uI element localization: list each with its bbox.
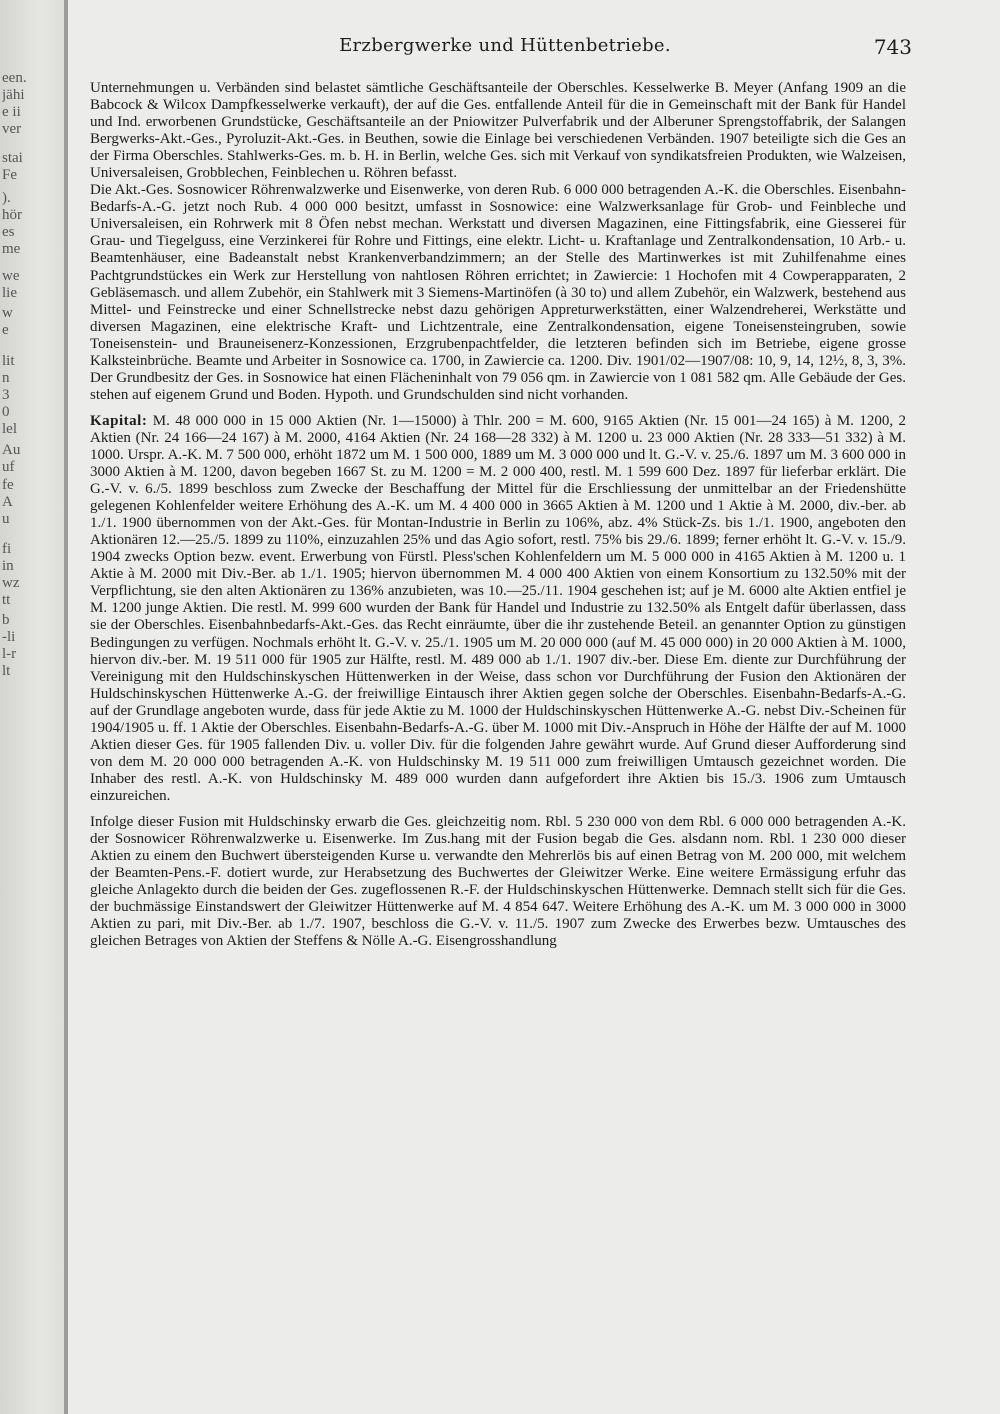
gutter-fragment: ).	[2, 190, 11, 206]
paragraph	[90, 80, 906, 182]
gutter-fragment: e ii	[2, 104, 21, 120]
paragraph	[90, 182, 906, 404]
body-text	[90, 80, 906, 950]
binding-fold	[64, 0, 68, 1414]
gutter-fragment: tt	[2, 592, 11, 608]
paragraph	[90, 814, 906, 950]
gutter-fragment: hör	[2, 207, 22, 223]
gutter-fragment: fe	[2, 477, 14, 493]
gutter-fragment: b	[2, 612, 10, 628]
gutter-fragment: u	[2, 511, 10, 527]
gutter-fragment: 3	[2, 387, 10, 403]
gutter-fragment: Fe	[2, 167, 17, 183]
gutter-fragment: een.	[2, 70, 27, 86]
gutter-fragment: Au	[2, 442, 21, 458]
previous-page-gutter	[0, 0, 68, 1414]
paragraph-text: M. 48 000 000 in 15 000 Aktien (Nr. 1—15000) à Thlr. 200 = M. 600, 9165 Aktien (Nr. 15 001—24 165) à M. 1200, 2 Aktien (Nr. 24 166—24 167) à M. 2000, 4164 Aktien (Nr. 24 168—28 332) à M. 1200 u. 23 000 Aktien (Nr. 28 333—51 332) à M. 1000. Urspr. A.-K. M. 7 500 000, erhöht 1872 um M. 1 500 000, 1889 um M. 3 000 000 und lt. G.-V. v. 25./6. 1897 um M. 3 600 000 in 3000 Aktien à M. 1200, davon begeben 1667 St. zu M. 1200 = M. 2 000 400, restl. M. 1 599 600 Dez. 1897 für lieferbar erklärt. Die G.-V. v. 6./5. 1899 beschloss zum Zwecke der Beschaffung der Mittel für die Erschliessung der unmittelbar an der Friedenshütte gelegenen Kohlenfelder weitere Erhöhung des A.-K. um M. 4 400 000 in 3665 Aktien à M. 1200 und 1 Aktie à M. 2000, div.-ber. ab 1./1. 1900 übernommen von der Akt.-Ges. für Montan-Industrie in Berlin zu 106%, abz. 4% Stück-Zs. bis 1./1. 1900, angeboten den Aktionären 12.—25./5. 1899 zu 110%, einzuzahlen 25% und das Agio sofort, restl. 75% bis 29./6. 1899; ferner erhöht lt. G.-V. v. 15./9. 1904 zwecks Option bezw. event. Erwerbung von Fürstl. Pless'schen Kohlenfeldern um M. 5 000 000 in 4165 Aktien à M. 1200 u. 1 Aktie à M. 2000 mit Div.-Ber. ab 1./1. 1905; hiervon übernommen M. 4 000 400 Aktien von einem Konsortium zu 132.50% mit der Verpflichtung, sie den alten Aktionären zu 136% anzubieten, was 10.—25./11. 1904 geschehen ist; auf je M. 6000 alte Aktien entfiel je M. 1200 junge Aktien. Die restl. M. 999 600 wurden der Bank für Handel und Industrie zu 132.50% als Entgelt dafür überlassen, dass sie der Oberschles. Eisenbahnbedarfs-Akt.-Ges. das Recht einräumte, über die ihr zustehende Beteil. an genannter Option zu günstigen Bedingungen zu verfügen. Nochmals erhöht lt. G.-V. v. 25./1. 1905 um M. 20 000 000 (auf M. 45 000 000) in 20 000 Aktien à M. 1000, hiervon div.-ber. M. 19 511 000 für 1905 zur Hälfte, restl. M. 489 000 ab 1./1. 1907 div.-ber. Diese Em. diente zur Durchführung der Vereinigung mit den Huldschinskyschen Hüttenwerken in der Weise, dass schon vor Durchführung der Fusion den Aktionären der Huldschinskyschen Hüttenwerke A.-G. der freiwillige Eintausch ihrer Aktien gegen solche der Oberschles. Eisenbahn-Bedarfs-A.-G. auf der Grundlage angeboten wurde, dass für jede Aktie zu M. 1000 der Huldschinskyschen Hüttenwerke A.-G. nebst Div.-Scheinen für 1904/1905 u. ff. 1 Aktie der Oberschles. Eisenbahn-Bedarfs-A.-G. über M. 1000 mit Div.-Anspruch in Höhe der Hälfte der auf M. 1000 Aktien dieser Ges. für 1905 fallenden Div. u. voller Div. für die folgenden Jahre gewährt wurde. Auf Grund dieser Aufforderung sind von dem M. 20 000 000 betragenden A.-K. von Huldschinsky M. 19 511 000 zum freiwilligen Umtausch gezeichnet worden. Die Inhaber des restl. A.-K. von Huldschinsky M. 489 000 wurden dann aufgefordert ihre Aktien bis 15./3. 1906 zum Umtausch einzureichen.	[90, 412, 906, 804]
gutter-fragment: uf	[2, 459, 15, 475]
page-header	[90, 35, 920, 61]
gutter-fragment: in	[2, 558, 14, 574]
gutter-fragment: lt	[2, 663, 11, 679]
gutter-fragment: 0	[2, 404, 10, 420]
paragraph-text: Die Akt.-Ges. Sosnowicer Röhrenwalzwerke und Eisenwerke, von deren Rub. 6 000 000 betragenden A.-K. die Oberschles. Eisenbahn-Bedarfs-A.-G. jetzt noch Rub. 4 000 000 besitzt, umfasst in Sosnowice: eine Walzwerksanlage für Grob- und Feinbleche und Universaleisen, ein Rohrwerk mit 8 Öfen nebst mechan. Werkstatt und diversen Magazinen, eine Fittingsfabrik, eine Giesserei für Grau- und Tiegelguss, eine Verzinkerei für Rohre und Fittings, eine elektr. Licht- u. Kraftanlage und Zentralkondensation, 10 Arb.- u. Beamtenhäuser, eine Badeanstalt nebst Krankenverbandzimmern; an der Stelle des Martinwerkes ist mit Zuhilfenahme eines Pachtgrundstückes ein Werk zur Herstellung von nahtlosen Röhren errichtet; in Zawiercie: 1 Hochofen mit 4 Cowperapparaten, 2 Gebläsemasch. und allem Zubehör, ein Stahlwerk mit 3 Siemens-Martinöfen (à 30 to) und allem Zubehör, ein Walzwerk, bestehend aus Mittel- und Feinstrecke und einer Schnellstrecke nebst dazu gehörigen Appreturwerkstätten, einer Walzendreherei, Werkstätte und diversen Magazinen, eine elektrische Kraft- und Lichtzentrale, eine Zentralkondensation, eigene Toneisensteingruben, sowie Toneisenstein- und Brauneisenerz-Konzessionen, Erzgrubenpachtfelder, die letzteren befinden sich im Betriebe, eigene grosse Kalksteinbrüche. Beamte und Arbeiter in Sosnowice ca. 1700, in Zawiercie ca. 1200. Div. 1901/02—1907/08: 10, 9, 14, 12½, 8, 3, 3%. Der Grundbesitz der Ges. in Sosnowice hat einen Flächeninhalt von 79 056 qm. in Zawiercie von 1 081 582 qm. Alle Gebäude der Ges. stehen auf eigenem Grund und Boden. Hypoth. und Grundschulden sind nicht vorhanden.	[90, 182, 906, 403]
gutter-fragment: jähi	[2, 87, 25, 103]
gutter-fragment: w	[2, 305, 13, 321]
gutter-fragment: e	[2, 322, 9, 338]
gutter-fragment: me	[2, 241, 21, 257]
gutter-fragment: stai	[2, 150, 23, 166]
gutter-fragment: l-r	[2, 646, 17, 662]
paragraph-text: Unternehmungen u. Verbänden sind belastet sämtliche Geschäftsanteile der Oberschles. Kesselwerke B. Meyer (Anfang 1909 an die Babcock & Wilcox Dampfkesselwerke verkauft), der auf die Ges. entfallende Anteil für die in Gemeinschaft mit der Bank für Handel und Ind. erworbenen Grundstücke, Geschäftsanteile an der Pniowitzer Pulverfabrik und der Alberuner Sprengstoffabrik, der Salangen Bergwerks-Akt.-Ges., Pyroluzit-Akt.-Ges. in Beuthen, sowie die Einlage bei verschiedenen Verbänden. 1907 beteiligte sich die Ges an der Firma Oberschles. Stahlwerks-Ges. m. b. H. in Berlin, welche Ges. sich mit Verkauf von syndikatsfreien Produkten, wie Walzeisen, Universaleisen, Grobblechen, Feinblechen u. Röhren befasst.	[90, 80, 906, 182]
page-number: 743	[873, 35, 912, 59]
gutter-fragment: ver	[2, 121, 22, 137]
gutter-fragment: lie	[2, 285, 17, 301]
gutter-fragment: lel	[2, 421, 17, 437]
gutter-fragment: es	[2, 224, 15, 240]
paragraph-text: Infolge dieser Fusion mit Huldschinsky erwarb die Ges. gleichzeitig nom. Rbl. 5 230 000 von dem Rbl. 6 000 000 betragenden A.-K. der Sosnowicer Röhrenwalzwerke u. Eisenwerke. Im Zus.hang mit der Fusion begab die Ges. alsdann nom. Rbl. 1 230 000 dieser Aktien zu einem den Buchwert übersteigenden Kurse u. verwandte den Mehrerlös bis auf einen Betrag von M. 200 000, mit welchem der Beamten-Pens.-F. dotiert wurde, zur Herabsetzung des Buchwertes der Gleiwitzer Werke. Eine weitere Ermässigung erfuhr das gleiche Anlagekto durch die beiden der Ges. zugeflossenen R.-F. der Huldschinskyschen Hüttenwerke. Demnach stellt sich für die Ges. der buchmässige Einstandswert der Gleiwitzer Hüttenwerke auf M. 4 854 647. Weitere Erhöhung des A.-K. um M. 3 000 000 in 3000 Aktien zu pari, mit Div.-Ber. ab 1./7. 1907, beschloss die G.-V. v. 11./5. 1907 zum Zwecke des Erwerbes bezw. Umtausches des gleichen Betrages von Aktien der Steffens & Nölle A.-G. Eisengrosshandlung	[90, 813, 906, 950]
paragraph-kapital	[90, 413, 906, 805]
paragraph-lead: Kapital:	[90, 412, 148, 429]
gutter-fragment: wz	[2, 575, 20, 591]
gutter-fragment: n	[2, 370, 10, 386]
gutter-fragment: lit	[2, 353, 15, 369]
gutter-fragment: -li	[2, 629, 16, 645]
running-title: Erzbergwerke und Hüttenbetriebe.	[339, 35, 671, 56]
gutter-fragment: A	[2, 494, 13, 510]
gutter-fragment: we	[2, 268, 20, 284]
gutter-fragment: fi	[2, 541, 12, 557]
